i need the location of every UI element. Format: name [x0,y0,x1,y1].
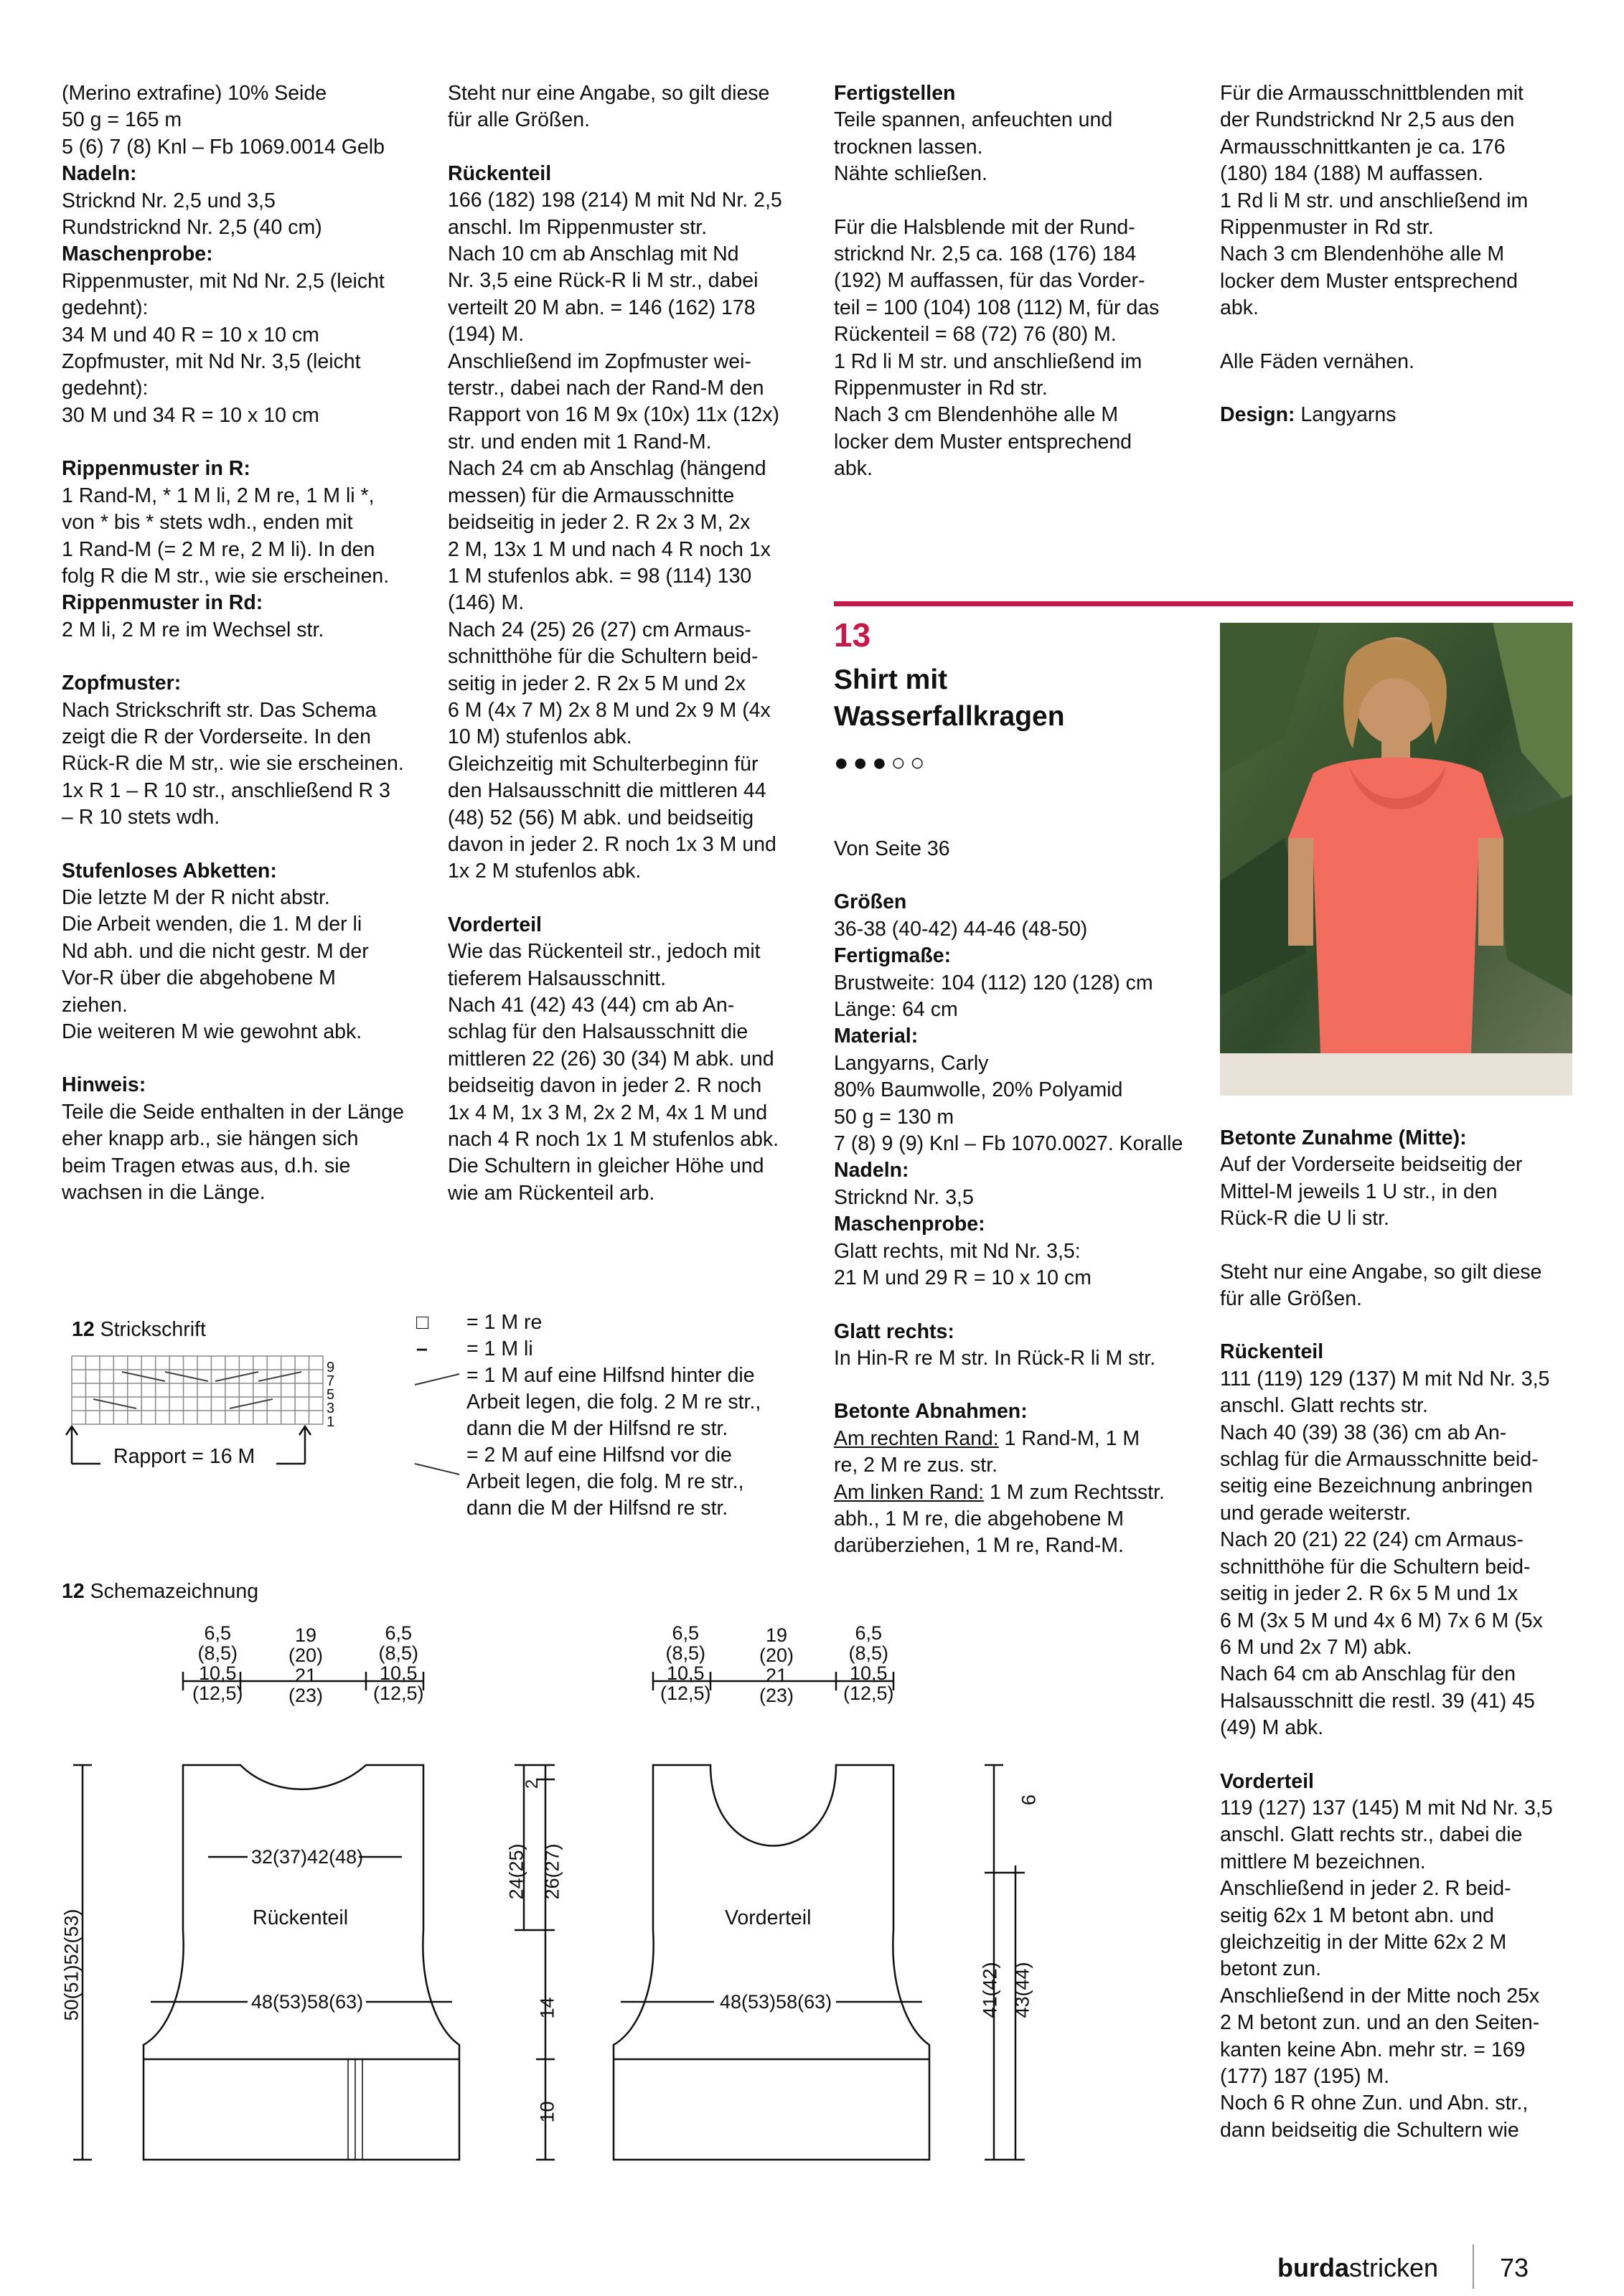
difficulty-rating: ●●●○○ [834,749,929,776]
heading-stufenlos: Stufenloses Abketten: [62,859,277,883]
heading-nadeln-13: Nadeln: [834,1159,909,1182]
section-title: Shirt mit Wasserfallkragen [834,664,1065,732]
chart-heading: 12 Strickschrift [72,1318,206,1341]
rippen-rd-text: 2 M li, 2 M re im Wechsel str. [62,618,324,641]
heading-abnahmen: Betonte Abnahmen: [834,1400,1028,1424]
intro-13-text: Steht nur eine Angabe, so gilt diese für alle Größen. [1220,1260,1542,1311]
dim-top-mid-back: 19 (20) 21 (23) [288,1624,324,1706]
column-4 [1220,80,1579,428]
heading-material: Material: [834,1025,919,1048]
heading-rueckenteil: Rückenteil [448,161,552,185]
design-value: Langyarns [1295,403,1397,427]
back-width-top: 32(37)42(48) [251,1846,364,1868]
abn-rechts-text: 1 Rand-M, 1 M re, 2 M re zus. str. [834,1426,1140,1477]
legend-item3: = 1 M auf eine Hilfsnd hinter die Arbeit legen, die folg. 2 M re str., dann die M der Hilfsnd re str. [466,1364,761,1440]
nadeln-text: Stricknd Nr. 2,5 und 3,5 Rundstricknd Nr. 2,5 (40 cm) [62,189,322,240]
heading-nadeln: Nadeln: [62,162,137,186]
legend-sym2: – [416,1337,428,1360]
heading-zopfmuster: Zopfmuster: [62,672,182,695]
heading-glatt-rechts: Glatt rechts: [834,1319,954,1343]
legend-item1: = 1 M re [466,1311,543,1334]
shoulder-dim: 2 [522,1779,543,1789]
halsblende-text: Für die Halsblende mit der Rund- stricknd Nr. 2,5 ca. 168 (176) 184 (192) M auffassen, für das Vorder- teil = 100 (104) 108 (112) M, für das Rückenteil = 68 (72) 76 (80) M. 1 Rd li M str. und anschließend im Rippenmuster in Rd str. Nach 3 cm Blendenhöhe alle M locker dem Muster entsprechend abk. [834,215,1160,481]
stufenlos-text: Die letzte M der R nicht abstr. Die Arbeit wenden, die 1. M der li Nd abh. und die nicht gestr. M der Vor-R über die abgehobene M ziehen. Die weiteren M wie gewohnt abk. [62,885,369,1043]
faeden-text: Alle Fäden vernähen. [1220,349,1414,373]
dim-top-right-front: 6,5 (8,5) 10,5 (12,5) [843,1622,894,1704]
vorderteil-text: Wie das Rückenteil str., jedoch mit tieferem Halsausschnitt. Nach 41 (42) 43 (44) cm ab An- schlag für den Halsausschnitt die mittleren 22 (26) 30 (34) M abk. und beidseitig davon in jeder 2. R noch 1x 4 M, 1x 3 M, 2x 2 M, 4x 1 M und nach 4 R noch 1x 1 M stufenlos abk. Die Schultern in gleicher Höhe und wie am Rückenteil arb. [448,940,779,1205]
footer-divider [1473,2244,1474,2289]
heading-groessen: Größen [834,890,907,914]
dim-top-left-back: 6,5 (8,5) 10,5 (12,5) [192,1622,243,1704]
maschenprobe-text: Rippenmuster, mit Nd Nr. 2,5 (leicht gedehnt): 34 M und 40 R = 10 x 10 cm Zopfmuster, mit Nd Nr. 3,5 (leicht gedehnt): 30 M und 34 R = 10 x 10 cm [62,269,385,427]
column-5 [1220,1125,1579,2144]
heading-maschenprobe: Maschenprobe: [62,243,213,266]
front-width-bottom: 48(53)58(63) [720,1991,832,2013]
heading-vorderteil: Vorderteil [448,913,542,936]
heading-maschenprobe-13: Maschenprobe: [834,1213,985,1236]
dim-top-right-back: 6,5 (8,5) 10,5 (12,5) [373,1622,424,1704]
section-rule [834,601,1573,606]
rueckenteil-13-text: 111 (119) 129 (137) M mit Nd Nr. 3,5 anschl. Glatt rechts str. Nach 40 (39) 38 (36) cm ab An- schlag für die Armausschnitte beid- seitig eine Bezeichnung anbringen und gerade weiterstr. Nach 20 (21) 22 (24) cm Armaus- schnitthöhe für die Schultern beid- seitig in jeder 2. R 6x 5 M und 1x 6 M (3x 5 M und 4x 6 M) 7x 6 M (5x 6 M und 2x 7 M) abk. Nach 64 cm ab Anschlag für den Halsausschnitt die restl. 39 (41) 45 (49) M abk. [1220,1367,1550,1740]
material-text: Langyarns, Carly 80% Baumwolle, 20% Polyamid 50 g = 130 m 7 (8) 9 (9) Knl – Fb 1070.0027. Koralle [834,1051,1183,1156]
design-label: Design: [1220,403,1295,427]
abn-links-text: 1 M zum Rechtsstr. abh., 1 M re, die abgehobene M darüberziehen, 1 M re, Rand-M. [834,1480,1165,1558]
dim-top-mid-front: 19 (20) 21 (23) [759,1624,794,1706]
back-label: Rückenteil [253,1906,349,1929]
heading-rippen-rd: Rippenmuster in Rd: [62,591,263,615]
column-1 [62,80,421,1206]
glatt-rechts-text: In Hin-R re M str. In Rück-R li M str. [834,1346,1156,1370]
page-number: 73 [1500,2253,1529,2282]
column-3 [834,80,1193,483]
maschenprobe-13-text: Glatt rechts, mit Nd Nr. 3,5: 21 M und 29 R = 10 x 10 cm [834,1239,1092,1290]
side-length: 50(51)52(53) [60,1909,83,2021]
legend-item2: = 1 M li [466,1337,533,1360]
legend-sym1: □ [416,1311,429,1334]
front-label: Vorderteil [725,1906,812,1929]
materials-text: (Merino extrafine) 10% Seide 50 g = 165 m 5 (6) 7 (8) Knl – Fb 1069.0014 Gelb [62,82,385,159]
row-numbers: 9 7 5 3 1 [327,1360,335,1430]
footer-brand: burdastricken [1277,2253,1439,2282]
heading-rueckenteil-13: Rückenteil [1220,1340,1324,1364]
groessen-text: 36-38 (40-42) 44-46 (48-50) [834,917,1088,941]
mid-dim: 14 [536,1997,558,2019]
vorderteil-13-text: 119 (127) 137 (145) M mit Nd Nr. 3,5 anschl. Glatt rechts str., dabei die mittlere M bezeichnen. Anschließend in jeder 2. R beid- seitig 62x 1 M betont abn. und gleichzeitig in der Mitte 62x 2 M betont zun. Anschließend in der Mitte noch 25x 2 M betont zun. und an den Seiten- kanten keine Abn. mehr str. = 169 (177) 187 (195) M. Noch 6 R ohne Zun. und Abn. str., dann beidseitig die Schultern wie [1220,1796,1553,2142]
front-dim-1: 41(42) [979,1962,1001,2018]
heading-vorderteil-13: Vorderteil [1220,1769,1314,1793]
column-2 [448,80,807,1207]
abn-rechts-label: Am rechten Rand: [834,1426,999,1450]
dim-top-left-front: 6,5 (8,5) 10,5 (12,5) [660,1622,711,1704]
neck-front-dim: 9 [1018,1794,1040,1806]
hinweis-text: Teile die Seide enthalten in der Länge eher knapp arb., sie hängen sich beim Tragen etwas aus, d.h. sie wachsen in die Länge. [62,1100,404,1205]
heading-fertigstellen: Fertigstellen [834,82,956,105]
section-number: 13 [834,616,871,654]
arm-dim-1: 24(25) [505,1843,527,1900]
legend-item4: = 2 M auf eine Hilfsnd vor die Arbeit legen, die folg. M re str., dann die M der Hilfsnd re str. [466,1444,744,1520]
heading-rippen-r: Rippenmuster in R: [62,457,250,481]
rapport-label: Rapport = 16 M [113,1445,255,1468]
schema-heading: 12 Schemazeichnung [62,1580,259,1603]
front-dim-2: 43(44) [1011,1962,1033,2018]
rueckenteil-text: 166 (182) 198 (214) M mit Nd Nr. 2,5 anschl. Im Rippenmuster str. Nach 10 cm ab Anschlag mit Nd Nr. 3,5 eine Rück-R li M str., dabei verteilt 20 M abn. = 146 (162) 178 (194) M. Anschließend im Zopfmuster wei- terstr., dabei nach der Rand-M den Rapport von 16 M 9x (10x) 11x (12x) str. und enden mit 1 Rand-M. Nach 24 cm ab Anschlag (hängend messen) für die Armausschnitte beidseitig in jeder 2. R 2x 3 M, 2x 2 M, 13x 1 M und nach 4 R noch 1x 1 M stufenlos abk. = 98 (114) 130 (146) M. Nach 24 (25) 26 (27) cm Armaus- schnitthöhe für die Schultern beid- seitig in jeder 2. R 2x 5 M und 2x 6 M (4x 7 M) 2x 8 M und 2x 9 M (4x 10 M) stufenlos abk. Gleichzeitig mit Schulterbeginn für den Halsausschnitt die mittleren 44 (48) 52 (56) M abk. und beidseitig davon in jeder 2. R noch 1x 3 M und 1x 2 M stufenlos abk. [448,189,782,883]
model-photo [1220,623,1572,1096]
zopfmuster-text: Nach Strickschrift str. Das Schema zeigt die R der Vorderseite. In den Rück-R die M str,. wie sie erscheinen. 1x R 1 – R 10 str., anschließend R 3 – R 10 stets wdh. [62,698,404,829]
fertigmasse-text: Brustweite: 104 (112) 120 (128) cm Länge: 64 cm [834,971,1153,1022]
section13-details [834,836,1207,1560]
rib-dim: 10 [536,2101,558,2123]
heading-zunahme: Betonte Zunahme (Mitte): [1220,1126,1467,1149]
heading-fertigmasse: Fertigmaße: [834,944,952,968]
zunahme-text: Auf der Vorderseite beidseitig der Mittel-M jeweils 1 U str., in den Rück-R die U li str. [1220,1153,1523,1231]
armblende-text: Für die Armausschnittblenden mit der Rundstricknd Nr 2,5 aus den Armausschnittkanten je ca. 176 (180) 184 (188) M auffassen. 1 Rd li M str. und anschließend im Rippenmuster in Rd str. Nach 3 cm Blendenhöhe alle M locker dem Muster entsprechend abk. [1220,82,1529,320]
abn-links-label: Am linken Rand: [834,1480,985,1504]
fertigstellen-text: Teile spannen, anfeuchten und trocknen lassen. Nähte schließen. [834,108,1113,186]
back-width-bottom: 48(53)58(63) [251,1991,364,2013]
rippen-r-text: 1 Rand-M, * 1 M li, 2 M re, 1 M li *, von * bis * stets wdh., enden mit 1 Rand-M (= 2 M re, 2 M li). In den folg R die M str., wie sie erscheinen. [62,484,390,588]
nadeln-13-text: Stricknd Nr. 3,5 [834,1185,974,1209]
intro-text: Steht nur eine Angabe, so gilt diese für alle Größen. [448,82,770,132]
heading-hinweis: Hinweis: [62,1073,146,1097]
arm-dim-2: 26(27) [541,1843,563,1900]
von-seite: Von Seite 36 [834,837,950,860]
